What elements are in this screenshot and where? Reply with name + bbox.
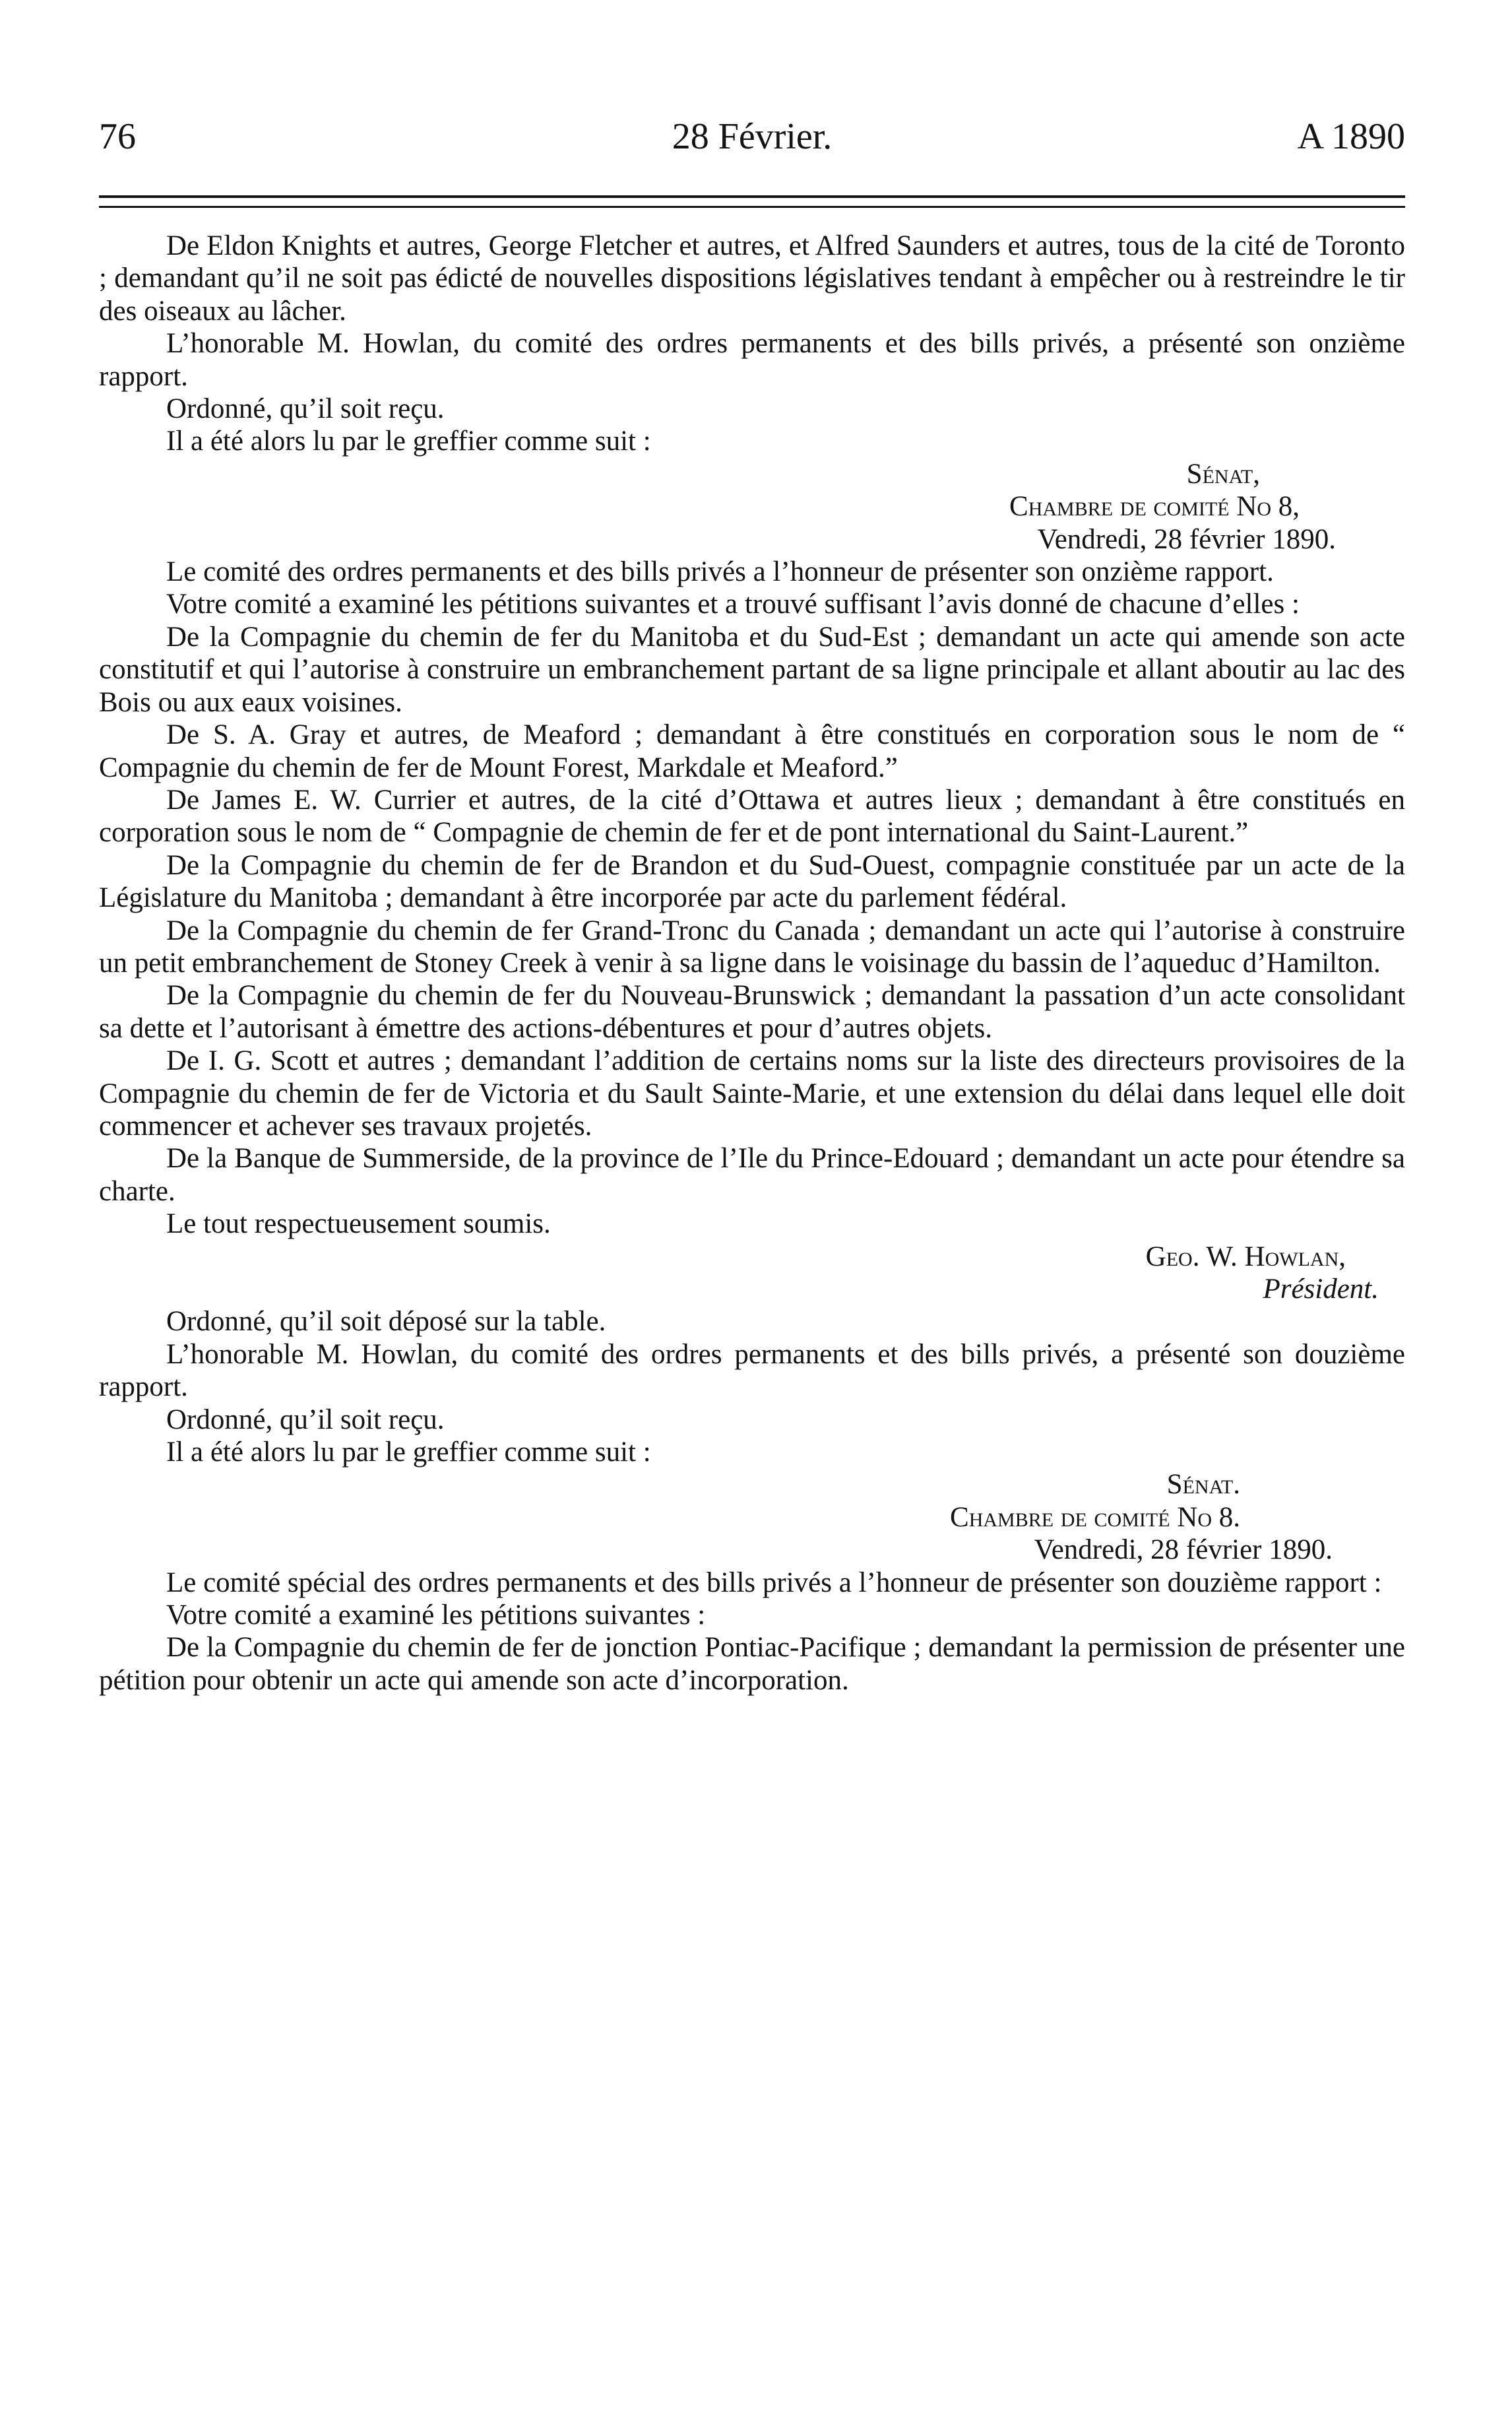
paragraph: De James E. W. Currier et autres, de la cité d’Ottawa et autres lieux ; demandant à être constitués en corporation sous le nom de “ Compagnie de chemin de fer et de pont international du Saint-Laurent.” bbox=[99, 784, 1405, 849]
heading-chambre: Chambre de comité No 8, bbox=[1009, 491, 1300, 523]
heading-chambre: Chambre de comité No 8. bbox=[950, 1501, 1240, 1533]
paragraph: L’honorable M. Howlan, du comité des ordres permanents et des bills privés, a présenté son douzième rapport. bbox=[99, 1338, 1405, 1403]
heading-date: Vendredi, 28 février 1890. bbox=[1034, 1534, 1333, 1566]
header-date: 28 Février. bbox=[672, 116, 833, 157]
header-year: A 1890 bbox=[1297, 116, 1405, 157]
page-header bbox=[99, 114, 1405, 160]
paragraph: Il a été alors lu par le greffier comme suit : bbox=[166, 426, 651, 457]
paragraph: Le tout respectueusement soumis. bbox=[166, 1208, 551, 1240]
paragraph: Votre comité a examiné les pétitions suivantes et a trouvé suffisant l’avis donné de chacune d’elles : bbox=[166, 589, 1300, 620]
paragraph: De la Compagnie du chemin de fer du Manitoba et du Sud-Est ; demandant un acte qui amende son acte constitutif et qui l’autorise à construire un embranchement partant de sa ligne principale et allant aboutir au lac des Bois ou aux eaux voisines. bbox=[99, 621, 1405, 718]
paragraph: Le comité des ordres permanents et des bills privés a l’honneur de présenter son onzième rapport. bbox=[166, 556, 1274, 588]
document-page bbox=[99, 0, 1405, 2433]
heading-senat: Sénat, bbox=[1186, 458, 1260, 490]
paragraph: Ordonné, qu’il soit reçu. bbox=[166, 1404, 445, 1435]
paragraph: De la Compagnie du chemin de fer de jonction Pontiac-Pacifique ; demandant la permission de présenter une pétition pour obtenir un acte qui amende son acte d’incorporation. bbox=[99, 1632, 1405, 1696]
signature-name: Geo. W. Howlan, bbox=[1145, 1241, 1346, 1272]
page-number: 76 bbox=[99, 116, 136, 157]
paragraph: Ordonné, qu’il soit reçu. bbox=[166, 393, 445, 425]
heading-date: Vendredi, 28 février 1890. bbox=[1037, 523, 1336, 555]
paragraph: De la Compagnie du chemin de fer Grand-Tronc du Canada ; demandant un acte qui l’autorise à construire un petit embranchement de Stoney Creek à venir à sa ligne dans le voisinage du bassin de l’aqueduc d’Hamilton. bbox=[99, 915, 1405, 979]
header-rule bbox=[99, 195, 1405, 208]
paragraph: De la Compagnie du chemin de fer du Nouveau-Brunswick ; demandant la passation d’un acte consolidant sa dette et l’autorisant à émettre des actions-débentures et pour d’autres objets. bbox=[99, 980, 1405, 1044]
paragraph: L’honorable M. Howlan, du comité des ordres permanents et des bills privés, a présenté son onzième rapport. bbox=[99, 328, 1405, 392]
paragraph: De I. G. Scott et autres ; demandant l’addition de certains noms sur la liste des directeurs provisoires de la Compagnie du chemin de fer de Victoria et du Sault Sainte-Marie, et une extension du délai dans lequel elle doit commencer et achever ses travaux projetés. bbox=[99, 1045, 1405, 1142]
paragraph: De la Banque de Summerside, de la province de l’Ile du Prince-Edouard ; demandant un acte pour étendre sa charte. bbox=[99, 1143, 1405, 1207]
document-body bbox=[99, 230, 1405, 1697]
paragraph: De Eldon Knights et autres, George Fletcher et autres, et Alfred Saunders et autres, tous de la cité de Toronto ; demandant qu’il ne soit pas édicté de nouvelles dispositions législatives tendant à empêcher ou à restreindre le tir des oiseaux au lâcher. bbox=[99, 230, 1405, 327]
paragraph: De la Compagnie du chemin de fer de Brandon et du Sud-Ouest, compagnie constituée par un acte de la Législature du Manitoba ; demandant à être incorporée par acte du parlement fédéral. bbox=[99, 849, 1405, 914]
signature-title: Président. bbox=[1263, 1274, 1379, 1305]
paragraph: Il a été alors lu par le greffier comme suit : bbox=[166, 1437, 651, 1468]
paragraph: De S. A. Gray et autres, de Meaford ; demandant à être constitués en corporation sous le nom de “ Compagnie du chemin de fer de Mount Forest, Markdale et Meaford.” bbox=[99, 719, 1405, 783]
paragraph: Votre comité a examiné les pétitions suivantes : bbox=[166, 1600, 706, 1631]
paragraph: Le comité spécial des ordres permanents et des bills privés a l’honneur de présenter son douzième rapport : bbox=[166, 1567, 1382, 1598]
paragraph: Ordonné, qu’il soit déposé sur la table. bbox=[166, 1306, 606, 1338]
heading-senat: Sénat. bbox=[1166, 1469, 1240, 1501]
